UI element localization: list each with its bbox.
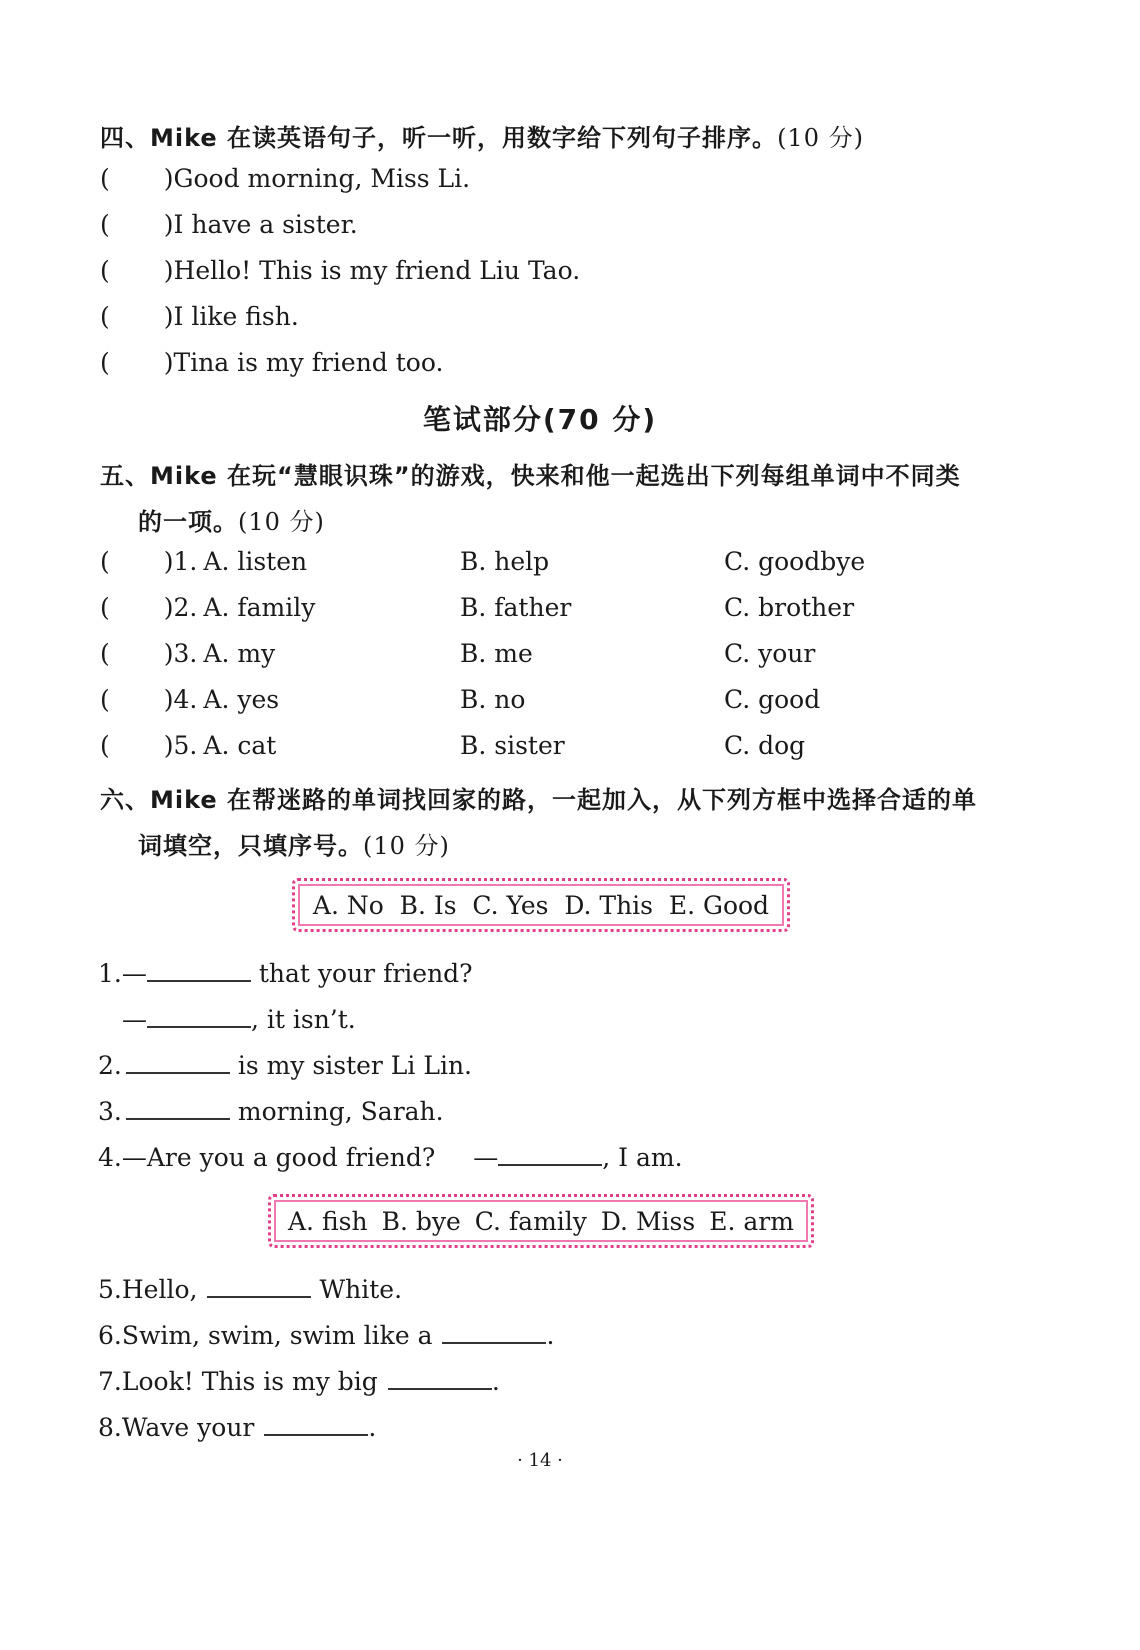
question-number: 2. <box>173 593 198 622</box>
answer-blank[interactable] <box>147 1002 251 1028</box>
answer-blank[interactable] <box>498 1140 602 1166</box>
page-number: · 14 · <box>517 1450 563 1471</box>
word-bank-option: B. bye <box>381 1206 461 1236</box>
option-a[interactable]: A. my <box>203 639 276 668</box>
word-bank-option: A. No <box>312 890 384 920</box>
ordering-item <box>100 302 299 331</box>
question-number: 5. <box>98 1275 122 1304</box>
section-5-heading-text: 的一项。 <box>138 508 238 536</box>
option-b[interactable]: B. no <box>460 685 526 714</box>
question-text: , I am. <box>602 1143 683 1172</box>
answer-paren[interactable]: ( ) <box>100 547 174 576</box>
answer-paren[interactable]: ( ) <box>100 731 174 760</box>
question-number: 1. <box>98 959 122 988</box>
option-a[interactable]: A. listen <box>203 547 308 576</box>
word-bank-option: E. Good <box>668 890 770 920</box>
question-number: 5. <box>173 731 198 760</box>
option-b[interactable]: B. sister <box>460 731 565 760</box>
word-bank-box-1 <box>292 878 790 932</box>
answer-paren[interactable]: ( ) <box>100 302 174 331</box>
question-text: , it isn’t. <box>251 1005 356 1034</box>
ordering-item <box>100 256 580 285</box>
word-bank-option: E. arm <box>709 1206 794 1236</box>
fill-question-4 <box>98 1140 683 1172</box>
answer-paren[interactable]: ( ) <box>100 639 174 668</box>
question-number: 3. <box>173 639 198 668</box>
word-bank-option: D. This <box>564 890 653 920</box>
section-5-points: (10 分) <box>238 508 325 536</box>
fill-question-7 <box>98 1364 500 1396</box>
section-5-heading: 五、Mike 在玩“慧眼识珠”的游戏，快来和他一起选出下列每组单词中不同类 <box>100 462 961 490</box>
fill-question-2 <box>98 1048 472 1080</box>
word-bank-option: C. Yes <box>472 890 549 920</box>
question-number: 4. <box>98 1143 122 1172</box>
ordering-item <box>100 348 443 377</box>
word-bank-option: B. Is <box>399 890 457 920</box>
question-text: Swim, swim, swim like a <box>121 1321 433 1350</box>
ordering-item <box>100 210 358 239</box>
dialogue-dash: — <box>473 1143 499 1172</box>
question-text: White. <box>319 1275 403 1304</box>
option-a[interactable]: A. yes <box>203 685 280 714</box>
answer-blank[interactable] <box>442 1318 546 1344</box>
option-c[interactable]: C. goodbye <box>724 547 866 576</box>
answer-blank[interactable] <box>147 956 251 982</box>
answer-paren[interactable]: ( ) <box>100 593 174 622</box>
section-4-points: (10 分) <box>777 124 864 152</box>
question-text: —Are you a good friend? <box>121 1143 436 1172</box>
question-number: 2. <box>98 1051 122 1080</box>
answer-paren[interactable]: ( ) <box>100 685 174 714</box>
choice-row <box>100 547 1000 576</box>
ordering-sentence: Good morning, Miss Li. <box>173 164 471 193</box>
dialogue-dash: — <box>122 1005 147 1034</box>
answer-blank[interactable] <box>126 1048 230 1074</box>
dialogue-dash: — <box>121 959 147 988</box>
question-number: 4. <box>173 685 198 714</box>
fill-question-5 <box>98 1272 402 1304</box>
question-text: . <box>546 1321 555 1350</box>
question-number: 6. <box>98 1321 122 1350</box>
option-a[interactable]: A. cat <box>203 731 277 760</box>
ordering-sentence: I have a sister. <box>173 210 358 239</box>
answer-blank[interactable] <box>264 1410 368 1436</box>
question-text: is my sister Li Lin. <box>237 1051 472 1080</box>
answer-paren[interactable]: ( ) <box>100 256 174 285</box>
word-bank-box-2 <box>268 1194 814 1248</box>
ordering-item <box>100 164 470 193</box>
section-6-heading: 六、Mike 在帮迷路的单词找回家的路，一起加入，从下列方框中选择合适的单 <box>100 786 978 814</box>
question-text: . <box>491 1367 500 1396</box>
section-4-heading-text: 四、Mike 在读英语句子，听一听，用数字给下列句子排序。 <box>100 124 778 152</box>
option-b[interactable]: B. me <box>460 639 533 668</box>
question-number: 7. <box>98 1367 122 1396</box>
question-text: Wave your <box>121 1413 255 1442</box>
option-c[interactable]: C. brother <box>724 593 855 622</box>
choice-row <box>100 685 1000 714</box>
section-6-heading-text: 词填空，只填序号。 <box>138 832 363 860</box>
option-a[interactable]: A. family <box>203 593 316 622</box>
written-part-title: 笔试部分(70 分) <box>422 403 658 436</box>
ordering-sentence: Tina is my friend too. <box>173 348 444 377</box>
question-text: Hello, <box>121 1275 198 1304</box>
answer-paren[interactable]: ( ) <box>100 210 174 239</box>
question-text: . <box>368 1413 377 1442</box>
option-b[interactable]: B. help <box>460 547 550 576</box>
choice-row <box>100 593 1000 622</box>
word-bank-option: D. Miss <box>600 1206 696 1236</box>
answer-paren[interactable]: ( ) <box>100 348 174 377</box>
answer-blank[interactable] <box>388 1364 492 1390</box>
ordering-sentence: I like fish. <box>173 302 299 331</box>
ordering-sentence: Hello! This is my friend Liu Tao. <box>173 256 581 285</box>
question-text: that your friend? <box>258 959 473 988</box>
question-text: morning, Sarah. <box>237 1097 444 1126</box>
fill-question-8 <box>98 1410 376 1442</box>
section-4-heading <box>100 118 864 153</box>
fill-question-3 <box>98 1094 444 1126</box>
choice-row <box>100 639 1000 668</box>
fill-question-1a <box>98 956 473 988</box>
option-c[interactable]: C. your <box>724 639 816 668</box>
word-bank-option: C. family <box>474 1206 587 1236</box>
fill-question-1b <box>122 1002 356 1034</box>
option-c[interactable]: C. dog <box>724 731 806 760</box>
section-6-heading-cont <box>138 826 450 861</box>
word-bank-option: A. fish <box>288 1206 368 1236</box>
fill-question-6 <box>98 1318 554 1350</box>
choice-row <box>100 731 1000 760</box>
question-number: 3. <box>98 1097 122 1126</box>
answer-blank[interactable] <box>207 1272 311 1298</box>
question-number: 8. <box>98 1413 122 1442</box>
section-5-heading-cont <box>138 502 325 537</box>
option-b[interactable]: B. father <box>460 593 572 622</box>
question-number: 1. <box>173 547 198 576</box>
section-6-points: (10 分) <box>363 832 450 860</box>
answer-paren[interactable]: ( ) <box>100 164 174 193</box>
question-text: Look! This is my big <box>121 1367 378 1396</box>
answer-blank[interactable] <box>126 1094 230 1120</box>
option-c[interactable]: C. good <box>724 685 821 714</box>
